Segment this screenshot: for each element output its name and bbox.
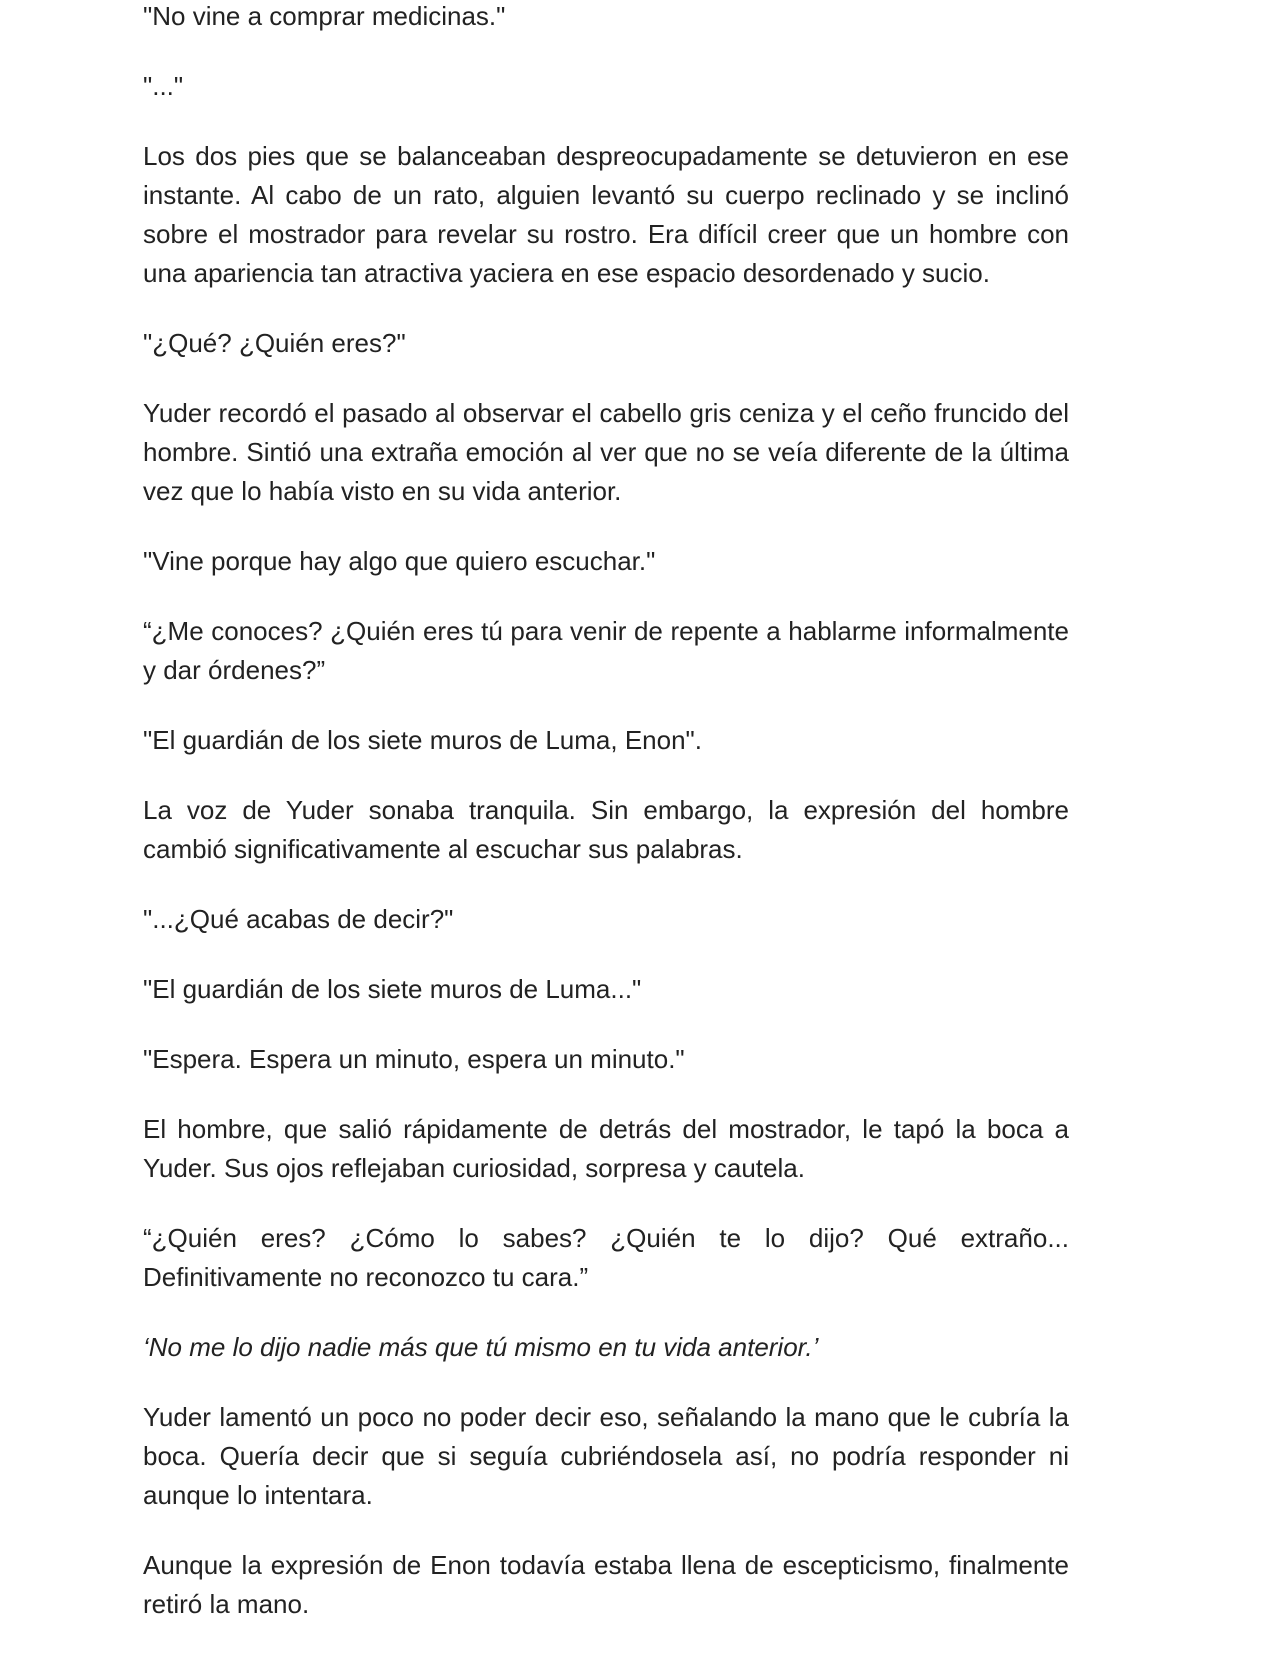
dialogue-paragraph: "El guardián de los siete muros de Luma..." bbox=[143, 974, 642, 1004]
narrative-paragraph: Yuder lamentó un poco no poder decir eso, señalando la mano que le cubría la boca. Quería decir que si seguía cubriéndosela así, no podría responder ni aunque lo intentara. bbox=[143, 1402, 1069, 1510]
dialogue-paragraph: “¿Me conoces? ¿Quién eres tú para venir de repente a hablarme informalmente y dar órdenes?” bbox=[143, 616, 1069, 685]
thought-paragraph: ‘No me lo dijo nadie más que tú mismo en tu vida anterior.’ bbox=[143, 1332, 819, 1362]
dialogue-paragraph: "¿Qué? ¿Quién eres?" bbox=[143, 328, 406, 358]
narrative-paragraph: Aunque la expresión de Enon todavía estaba llena de escepticismo, finalmente retiró la mano. bbox=[143, 1550, 1069, 1619]
dialogue-paragraph: "...¿Qué acabas de decir?" bbox=[143, 904, 454, 934]
dialogue-paragraph: "Espera. Espera un minuto, espera un minuto." bbox=[143, 1044, 685, 1074]
dialogue-paragraph: "Vine porque hay algo que quiero escuchar." bbox=[143, 546, 656, 576]
dialogue-paragraph: “¿Quién eres? ¿Cómo lo sabes? ¿Quién te lo dijo? Qué extraño... Definitivamente no reconozco tu cara.” bbox=[143, 1223, 1069, 1292]
dialogue-paragraph: "No vine a comprar medicinas." bbox=[143, 1, 506, 31]
narrative-paragraph: El hombre, que salió rápidamente de detrás del mostrador, le tapó la boca a Yuder. Sus ojos reflejaban curiosidad, sorpresa y cautela. bbox=[143, 1114, 1069, 1183]
narrative-paragraph: Yuder recordó el pasado al observar el cabello gris ceniza y el ceño fruncido del hombre. Sintió una extraña emoción al ver que no se veía diferente de la última vez que lo había visto en su vida anterior. bbox=[143, 398, 1069, 506]
document-page bbox=[143, 0, 1069, 1655]
narrative-paragraph: Los dos pies que se balanceaban despreocupadamente se detuvieron en ese instante. Al cabo de un rato, alguien levantó su cuerpo reclinado y se inclinó sobre el mostrador para revelar su rostro. Era difícil creer que un hombre con una apariencia tan atractiva yaciera en ese espacio desordenado y sucio. bbox=[143, 141, 1069, 288]
dialogue-paragraph: "..." bbox=[143, 71, 184, 101]
narrative-paragraph: La voz de Yuder sonaba tranquila. Sin embargo, la expresión del hombre cambió significativamente al escuchar sus palabras. bbox=[143, 795, 1069, 864]
dialogue-paragraph: "El guardián de los siete muros de Luma, Enon". bbox=[143, 725, 702, 755]
